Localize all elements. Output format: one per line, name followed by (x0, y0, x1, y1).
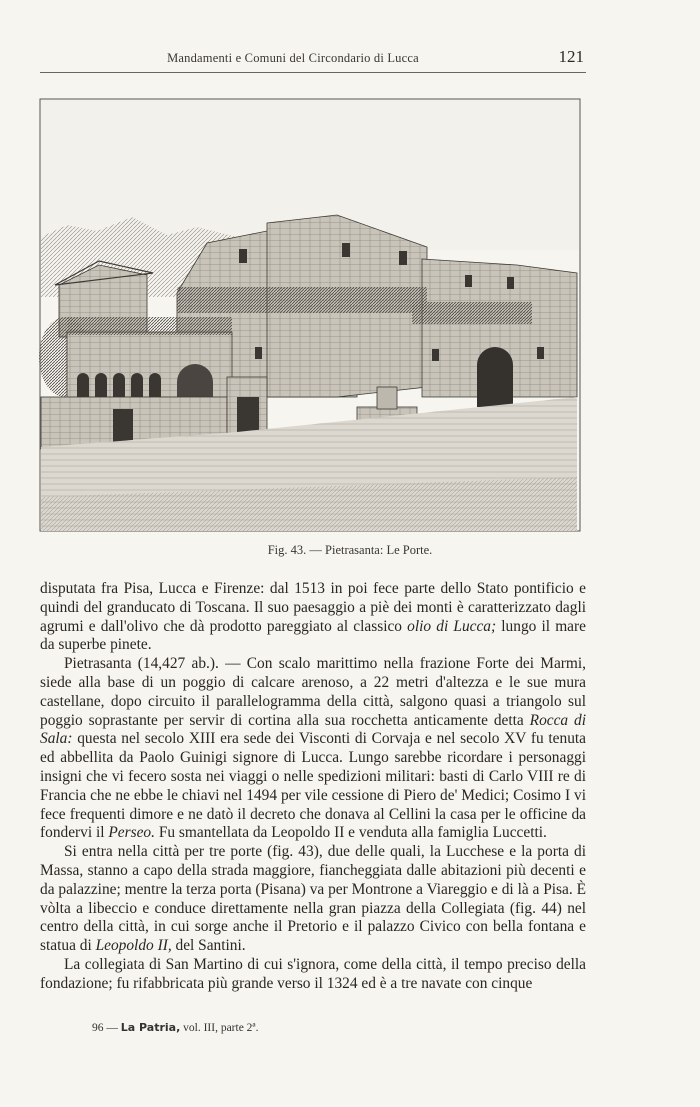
volume-info: vol. III, parte 2ª. (183, 1022, 259, 1034)
journal-title: La Patria, (120, 1021, 181, 1034)
text-run: del Santini. (171, 937, 246, 955)
paragraph (40, 843, 586, 956)
body-text (40, 580, 586, 994)
figure-caption: Fig. 43. — Pietrasanta: Le Porte. (267, 543, 433, 557)
running-head (40, 48, 586, 73)
paragraph (40, 655, 586, 843)
running-title: Mandamenti e Comuni del Circondario di Lucca (167, 51, 419, 65)
text-run: questa nel secolo XIII era sede dei Visconti di Corvaja e nel secolo XV fu tenuta ed abbellita da Paolo Guinigi signore di Lucca. Lungo sarebbe ricordare i personaggi insigni che vi fecero sosta nei viaggi o nelle spedizioni militari: basti di Carlo VIII re di Francia che ne ebbe le chiavi nel 1494 per vile cessione di Piero de' Medici; Cosimo I vi fece frequenti dimore e ne datò il decreto che donava al Cellini la casa per le officine da fondervi il (40, 730, 586, 842)
page-number: 121 (558, 47, 584, 66)
printer-signature (92, 1021, 258, 1034)
paragraph (40, 956, 586, 994)
signature-number: 96 — (92, 1022, 118, 1034)
italic-run: Rocca di Sala: (40, 711, 586, 748)
text-run: Pietrasanta (14,427 ab.). — Con scalo marittimo nella frazione Forte dei Marmi, siede alla base di un poggio di calcare arenoso, a 22 metri d'altezza e le sue mura castellane, dopo circuito il parallelogramma della città, salgono quasi a triangolo sul poggio soprastante per servir di cortina alla sua rocchetta anticamente detta (40, 655, 586, 729)
italic-run: Leopoldo II, (95, 937, 172, 955)
italic-run: olio di Lucca; (407, 617, 497, 635)
text-run: Si entra nella città per tre porte (fig. 43), due delle quali, la Lucchese e la porta di Massa, stanno a capo della strada maggiore, fiancheggiata dalle abitazioni più decenti e da palazzine; mentre la terza porta (Pisana) va per Montrone a Viareggio e di là a Pisa. È vòlta a libeccio e conduce direttamente nella gran piazza della Collegiata (fig. 44) nel centro della città, in cui sorge anche il Pretorio e il palazzo Civico con bella fontana e statua di (40, 843, 586, 955)
text-run: Fu smantellata da Leopoldo II e venduta alla famiglia Luccetti. (154, 824, 547, 842)
italic-run: Perseo. (108, 824, 155, 842)
paragraph (40, 580, 586, 655)
text-run: disputata fra Pisa, Lucca e Firenze: dal 1513 in poi fece parte dello Stato pontificio e quindi del granducato di Toscana. Il suo paesaggio a piè dei monti è caratterizzato dagli agrumi e dall'olivo che dà prodotto pareggiato al classico (40, 580, 586, 635)
engraving-illustration (37, 97, 583, 533)
text-run: lungo il mare da superbe pinete. (40, 617, 586, 654)
text-run: La collegiata di San Martino di cui s'ignora, come della città, il tempo preciso della fondazione; fu rifabbricata più grande verso il 1324 ed è a tre navate con cinque (40, 955, 586, 992)
